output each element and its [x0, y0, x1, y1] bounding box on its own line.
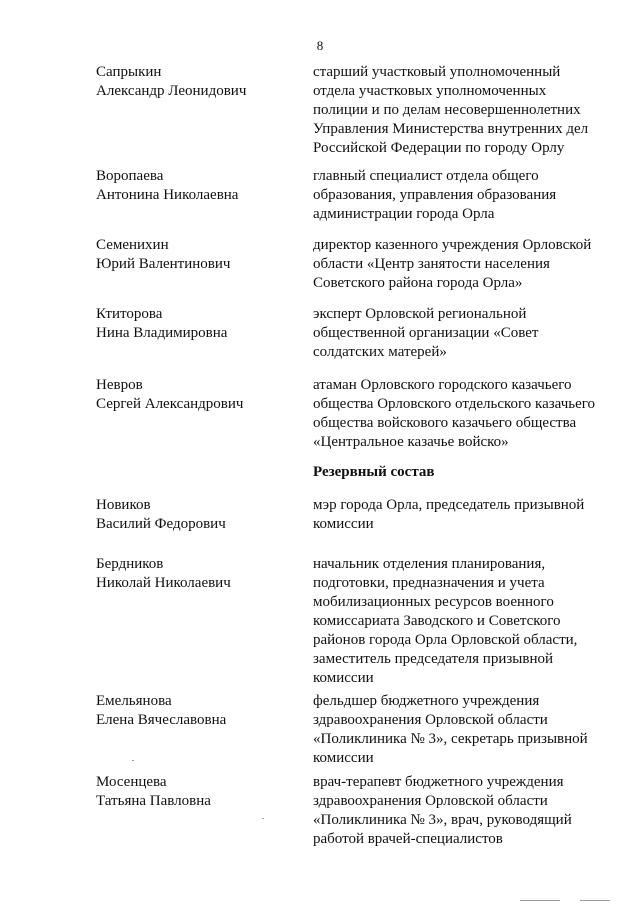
- scan-speck: [132, 760, 134, 761]
- member-name: [96, 167, 296, 205]
- member-name: [96, 305, 296, 343]
- member-given-name: Антонина Николаевна: [96, 187, 239, 203]
- member-given-name: Николай Николаевич: [96, 575, 231, 591]
- position-line: образования, управления образования: [313, 187, 557, 203]
- member-name: [96, 63, 296, 101]
- scan-speck: [520, 900, 560, 901]
- member-position: [313, 692, 613, 768]
- page-number: 8: [316, 38, 324, 53]
- position-line: общества войскового казачьего общества: [313, 415, 577, 431]
- position-line: общественной организации «Совет: [313, 325, 539, 341]
- position-line: мэр города Орла, председатель призывной: [313, 497, 585, 513]
- position-line: «Поликлиника № 3», врач, руководящий: [313, 812, 572, 828]
- position-line: начальник отделения планирования,: [313, 556, 546, 572]
- member-surname: Сапрыкин: [96, 64, 162, 80]
- position-line: старший участковый уполномоченный: [313, 64, 561, 80]
- position-line: комиссариата Заводского и Советского: [313, 613, 561, 629]
- position-line: фельдшер бюджетного учреждения: [313, 693, 540, 709]
- position-line: здравоохранения Орловской области: [313, 793, 548, 809]
- position-line: Советского района города Орла»: [313, 275, 523, 291]
- member-name: [96, 692, 296, 730]
- member-given-name: Сергей Александрович: [96, 396, 244, 412]
- position-line: отдела участковых уполномоченных: [313, 83, 547, 99]
- reserve-section-heading: Резервный состав: [313, 464, 435, 480]
- position-line: заместитель председателя призывной: [313, 651, 553, 667]
- position-line: главный специалист отдела общего: [313, 168, 539, 184]
- member-name: [96, 555, 296, 593]
- position-line: атаман Орловского городского казачьего: [313, 377, 572, 393]
- member-given-name: Нина Владимировна: [96, 325, 228, 341]
- member-position: [313, 236, 613, 293]
- position-line: комиссии: [313, 670, 374, 686]
- position-line: «Поликлиника № 3», секретарь призывной: [313, 731, 588, 747]
- position-line: подготовки, предназначения и учета: [313, 575, 545, 591]
- member-surname: Бердников: [96, 556, 164, 572]
- member-given-name: Василий Федорович: [96, 516, 226, 532]
- member-name: [96, 773, 296, 811]
- member-name: [96, 376, 296, 414]
- member-given-name: Александр Леонидович: [96, 83, 247, 99]
- member-position: [313, 496, 613, 534]
- position-line: Управления Министерства внутренних дел: [313, 121, 589, 137]
- member-given-name: Юрий Валентинович: [96, 256, 231, 272]
- member-surname: Воропаева: [96, 168, 164, 184]
- scan-speck: [262, 818, 264, 819]
- position-line: общества Орловского отдельского казачьего: [313, 396, 596, 412]
- member-position: [313, 376, 613, 452]
- position-line: солдатских матерей»: [313, 344, 447, 360]
- member-surname: Новиков: [96, 497, 151, 513]
- position-line: врач-терапевт бюджетного учреждения: [313, 774, 564, 790]
- position-line: эксперт Орловской региональной: [313, 306, 527, 322]
- member-position: [313, 555, 613, 688]
- position-line: районов города Орла Орловской области,: [313, 632, 578, 648]
- position-line: работой врачей-специалистов: [313, 831, 503, 847]
- position-line: комиссии: [313, 750, 374, 766]
- position-line: полиции и по делам несовершеннолетних: [313, 102, 581, 118]
- position-line: «Центральное казачье войско»: [313, 434, 509, 450]
- member-surname: Мосенцева: [96, 774, 167, 790]
- member-surname: Семенихин: [96, 237, 169, 253]
- position-line: администрации города Орла: [313, 206, 495, 222]
- position-line: комиссии: [313, 516, 374, 532]
- position-line: Российской Федерации по городу Орлу: [313, 140, 565, 156]
- member-surname: Ктиторова: [96, 306, 163, 322]
- position-line: здравоохранения Орловской области: [313, 712, 548, 728]
- member-surname: Невров: [96, 377, 143, 393]
- scan-speck: [580, 900, 610, 901]
- position-line: директор казенного учреждения Орловской: [313, 237, 592, 253]
- member-name: [96, 496, 296, 534]
- position-line: мобилизационных ресурсов военного: [313, 594, 554, 610]
- member-given-name: Елена Вячеславовна: [96, 712, 227, 728]
- member-surname: Емельянова: [96, 693, 172, 709]
- member-position: [313, 305, 613, 362]
- member-name: [96, 236, 296, 274]
- member-position: [313, 167, 613, 224]
- position-line: области «Центр занятости населения: [313, 256, 550, 272]
- member-given-name: Татьяна Павловна: [96, 793, 211, 809]
- member-position: [313, 63, 613, 158]
- member-position: [313, 773, 613, 849]
